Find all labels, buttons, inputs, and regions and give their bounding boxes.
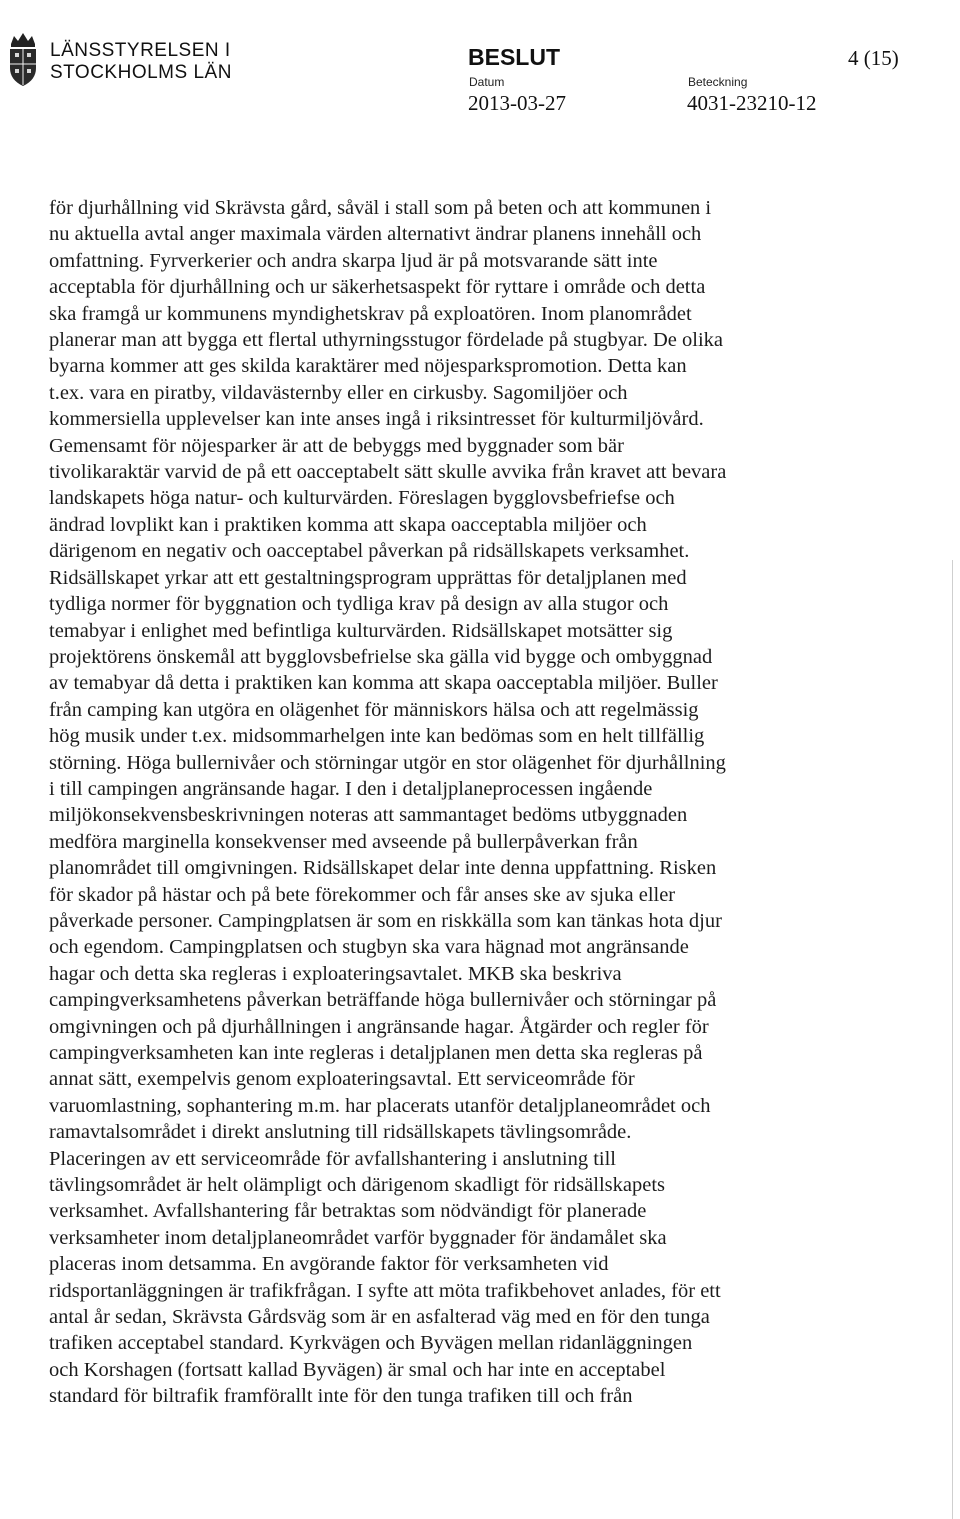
body-text-line: t.ex. vara en piratby, vildavästernby eller en cirkusby. Sagomiljöer och bbox=[49, 381, 628, 404]
body-text-line: planområdet till omgivningen. Ridsällskapet delar inte denna uppfattning. Risken bbox=[49, 857, 717, 880]
body-text-line: Ridsällskapet yrkar att ett gestaltningsprogram upprättas för detaljplanen med bbox=[49, 566, 687, 589]
body-text-line: landskapets höga natur- och kulturvärden. Föreslagen bygglovsbefriefse och bbox=[49, 487, 675, 510]
body-text-line: medföra marginella konsekvenser med avseende på bullerpåverkan från bbox=[49, 830, 638, 853]
body-text-line: tydliga normer för byggnation och tydliga krav på design av alla stugor och bbox=[49, 593, 669, 616]
body-text-line: varuomlastning, sophantering m.m. har placerats utanför detaljplaneområdet och bbox=[49, 1094, 711, 1117]
body-text-line: tivolikaraktär varvid de på ett oacceptabelt sätt skulle avvika från kravet att bevara bbox=[49, 461, 727, 484]
organization-name bbox=[50, 40, 232, 84]
scan-margin-line bbox=[952, 560, 953, 1519]
body-text-line: byarna kommer att ges skilda karaktärer med nöjesparkspromotion. Detta kan bbox=[49, 355, 687, 378]
body-text-line: för skador på hästar och på bete förekommer och får anses ske av sjuka eller bbox=[49, 883, 676, 906]
body-text-line: hagar och detta ska regleras i exploateringsavtalet. MKB ska beskriva bbox=[49, 962, 622, 985]
body-text-line: ska framgå ur kommunens myndighetskrav på exploatören. Inom planområdet bbox=[49, 302, 692, 325]
body-text-line: i till campingen angränsande hagar. I den i detaljplaneprocessen ingående bbox=[49, 777, 653, 800]
body-text-line: tävlingsområdet är helt olämpligt och därigenom skadligt för ridsällskapets bbox=[49, 1174, 665, 1197]
body-text-line: placeras inom detsamma. En avgörande faktor för verksamheten vid bbox=[49, 1253, 609, 1276]
document-type: BESLUT bbox=[468, 44, 560, 70]
body-text-line: hög musik under t.ex. midsommarhelgen inte kan bedömas som en helt tillfällig bbox=[49, 725, 705, 748]
body-text-line: påverkade personer. Campingplatsen är som en riskkälla som kan tänkas hota djur bbox=[49, 909, 722, 932]
county-coat-of-arms-icon bbox=[6, 30, 40, 92]
body-text bbox=[49, 195, 929, 1410]
body-text-line: nu aktuella avtal anger maximala värden alternativt ändrar planens innehåll och bbox=[49, 223, 702, 246]
body-text-line: verksamhet. Avfallshantering får betraktas som nödvändigt för planerade bbox=[49, 1200, 647, 1223]
body-text-line: standard för biltrafik framförallt inte för den tunga trafiken till och från bbox=[49, 1385, 633, 1408]
reference-value: 4031-23210-12 bbox=[687, 91, 817, 115]
body-text-line: störning. Höga bullernivåer och störningar utgör en stor olägenhet för djurhållning bbox=[49, 751, 726, 774]
body-text-line: från camping kan utgöra en olägenhet för människors hälsa och att regelmässig bbox=[49, 698, 699, 721]
body-text-line: omgivningen och på djurhållningen i angränsande hagar. Åtgärder och regler för bbox=[49, 1015, 709, 1038]
body-text-line: verksamheter inom detaljplaneområdet varför byggnader för ändamålet ska bbox=[49, 1226, 667, 1249]
body-text-line: därigenom en negativ och oacceptabel påverkan på ridsällskapets verksamhet. bbox=[49, 540, 690, 563]
body-text-line: temabyar i enlighet med befintliga kulturvärden. Ridsällskapet motsätter sig bbox=[49, 619, 673, 642]
body-text-line: acceptabla för djurhållning och ur säkerhetsaspekt för ryttare i område och detta bbox=[49, 276, 706, 299]
body-text-line: campingverksamheten kan inte regleras i detaljplanen men detta ska regleras på bbox=[49, 1042, 703, 1064]
body-text-line: ramavtalsområdet i direkt anslutning till ridsällskapets tävlingsområde. bbox=[49, 1121, 632, 1144]
date-label: Datum bbox=[469, 75, 505, 89]
body-text-line: ändrad lovplikt kan i praktiken komma att skapa oacceptabla miljöer och bbox=[49, 513, 647, 536]
body-text-line: trafiken acceptabel standard. Kyrkvägen och Byvägen mellan ridanläggningen bbox=[49, 1332, 693, 1355]
body-text-line: annat sätt, exempelvis genom exploateringsavtal. Ett serviceområde för bbox=[49, 1068, 635, 1091]
reference-label: Beteckning bbox=[688, 75, 748, 89]
body-text-line: miljökonsekvensbeskrivningen noteras att sammantaget bedöms utbyggnaden bbox=[49, 804, 688, 827]
body-text-line: för djurhållning vid Skrävsta gård, såväl i stall som på beten och att kommunen i bbox=[49, 197, 712, 219]
body-text-line: och egendom. Campingplatsen och stugbyn ska vara hägnad mot angränsande bbox=[49, 936, 689, 959]
body-text-line: och Korshagen (fortsatt kallad Byvägen) är smal och har inte en acceptabel bbox=[49, 1358, 666, 1381]
body-text-line: av temabyar då detta i praktiken kan komma att skapa oacceptabla miljöer. Buller bbox=[49, 672, 718, 695]
body-text-line: kommersiella upplevelser kan inte anses ingå i riksintresset för kulturmiljövård. bbox=[49, 408, 704, 431]
page-number: 4 (15) bbox=[848, 46, 899, 70]
body-text-line: campingverksamhetens påverkan beträffande höga bullernivåer och störningar på bbox=[49, 989, 717, 1012]
body-text-line: antal år sedan, Skrävsta Gårdsväg som är en asfalterad väg med en för den tunga bbox=[49, 1306, 710, 1329]
organization-line-1: LÄNSSTYRELSEN I bbox=[50, 40, 231, 61]
organization-line-2: STOCKHOLMS LÄN bbox=[50, 62, 232, 83]
body-text-line: Gemensamt för nöjesparker är att de bebyggs med byggnader som bär bbox=[49, 434, 624, 457]
body-text-line: Placeringen av ett serviceområde för avfallshantering i anslutning till bbox=[49, 1147, 616, 1170]
date-value: 2013-03-27 bbox=[468, 91, 566, 115]
body-text-line: projektörens önskemål att bygglovsbefrielse ska gälla vid bygge och ombyggnad bbox=[49, 645, 713, 668]
body-text-line: planerar man att bygga ett flertal uthyrningsstugor fördelade på stugbyar. De olika bbox=[49, 329, 724, 352]
body-text-line: ridsportanläggningen är trafikfrågan. I syfte att möta trafikbehovet anlades, för ett bbox=[49, 1279, 721, 1302]
body-text-line: omfattning. Fyrverkerier och andra skarpa ljud är på motsvarande sätt inte bbox=[49, 249, 658, 272]
